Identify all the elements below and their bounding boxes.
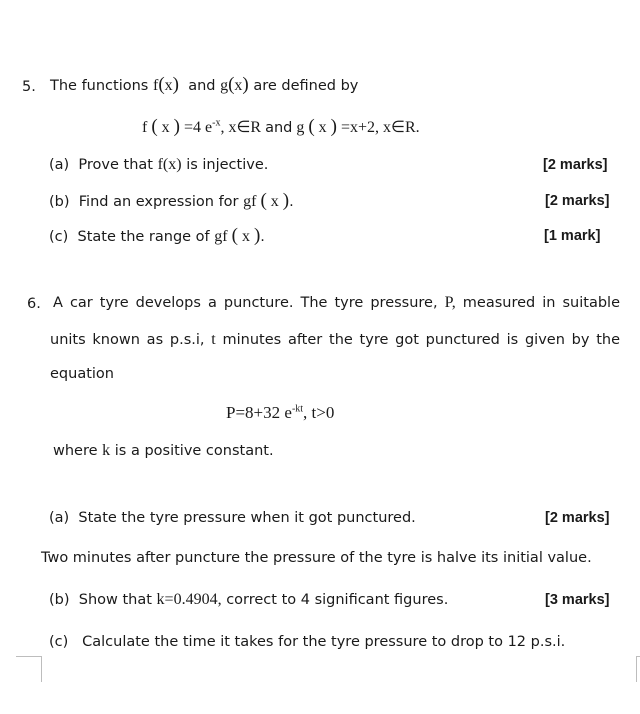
q5-part-a-label: (a) xyxy=(49,157,70,173)
q5-part-c-label: (c) xyxy=(49,229,69,245)
q5-part-b: (b) Find an expression for gf ( x ). xyxy=(49,190,294,211)
q5-part-c-marks: [1 mark] xyxy=(544,228,601,244)
q5-intro xyxy=(50,76,358,95)
q5-and: and xyxy=(188,78,216,94)
q6-number: 6. xyxy=(27,296,41,312)
q5-g-symbol: g(x) xyxy=(220,74,249,95)
q6-line2: units known as p.s.i, t minutes after the tyre got punctured is given by the xyxy=(50,331,621,348)
page-corner-mark-left xyxy=(16,656,42,682)
q6-line1: A car tyre develops a puncture. The tyre pressure, P, measured in suitable xyxy=(53,294,620,311)
q5-number: 5. xyxy=(22,79,36,95)
q5-intro-a: The functions xyxy=(50,78,149,94)
q5-part-a-marks: [2 marks] xyxy=(543,157,608,173)
q5-part-c: (c) State the range of gf ( x ). xyxy=(49,225,265,246)
q6-part-c: (c) Calculate the time it takes for the tyre pressure to drop to 12 p.s.i. xyxy=(49,634,566,650)
q6-line3: equation xyxy=(50,366,114,382)
q6-part-b-label: (b) xyxy=(49,592,70,608)
q6-part-c-label: (c) xyxy=(49,634,69,650)
q5-f-symbol: f(x) xyxy=(152,74,179,95)
q6-part-a-label: (a) xyxy=(49,510,70,526)
q5-intro-b: are defined by xyxy=(253,78,359,94)
q6-part-b-marks: [3 marks] xyxy=(545,592,610,608)
q6-part-a: (a) State the tyre pressure when it got punctured. xyxy=(49,510,416,526)
q5-part-b-label: (b) xyxy=(49,194,70,210)
q6-equation: P=8+32 $e^{-kt}$, t>0 xyxy=(226,403,335,422)
q5-part-a: (a) Prove that f(x) is injective. xyxy=(49,156,269,173)
page-corner-mark-right xyxy=(636,656,640,682)
q6-info: Two minutes after puncture the pressure of the tyre is halve its initial value. xyxy=(41,550,592,566)
q5-definitions: f ( x ) =4 $e^{-x}$, x∈R and g ( x ) =x+2, x∈R. xyxy=(142,116,420,137)
q6-part-b: (b) Show that k=0.4904, correct to 4 significant figures. xyxy=(49,591,449,608)
q6-where: where k is a positive constant. xyxy=(53,442,274,459)
q5-part-b-marks: [2 marks] xyxy=(545,193,610,209)
q6-part-a-marks: [2 marks] xyxy=(545,510,610,526)
